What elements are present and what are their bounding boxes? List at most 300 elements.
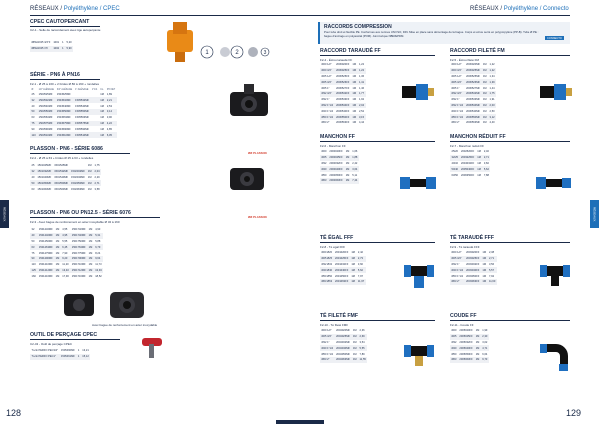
manchon-cell: 1,88 [352,156,358,160]
plasson6086-brand: ØØ PLASSON [248,151,267,155]
outil-cell: 1505460MF [60,349,75,353]
te-egal-cell: 3,60 [357,262,363,266]
plasson6076-cell: 32 [31,228,35,232]
te-egal-cell: 2,73 [356,256,365,262]
taraude-cell: Ø20 3/4" [320,68,335,74]
plasson6086-row [30,186,101,192]
plasson6076-cell: 17,90 [62,274,69,278]
taraude-cell: Ø25 3/4" [320,79,335,85]
pn6-cell: 1504510MF [55,132,73,138]
right-header: RÉSEAUX / Polyéthylène / Connecto [470,6,569,12]
header-section: RÉSEAUX [30,6,59,12]
filete-cell: 1M [482,92,487,96]
te-taraude-cell: 7,92 [488,274,495,278]
plasson6076-cell: 40 [30,233,37,239]
outil-row [30,354,90,360]
plasson6076-cell: 160 [31,274,36,278]
plasson6076-cell: 90 [30,256,37,262]
pn6-cell: 1505540MF [75,104,89,108]
outil-cell: 1 [77,349,80,353]
te-taraude-cell: 2003032FF [466,262,480,266]
plasson6076-cell: 13,94 [95,268,102,272]
filete-cell: 2006563MF [466,121,480,125]
filete-cell: 1,75 [489,92,495,96]
filete-cell: 1,91 [489,98,495,102]
plasson6076-cell: 1501750MF [71,239,86,243]
plasson6086-cell: 40 [31,175,35,179]
plasson6076-cell: 1M [88,251,93,255]
te-taraude-cell: 2,71 [487,256,496,262]
te-egal-cell: 2001032FF [335,262,349,266]
plasson6086-cell: 1501032MF [37,170,52,174]
plasson6086-cell: 1M [87,181,92,185]
pn6-header-cell: 1" ALÉSAGE [75,89,89,92]
te-egal-fitting-illustration [402,262,436,290]
plasson6076-cell: 11,73 [95,263,102,267]
plasson6076-cell: 125 [31,268,36,272]
pn6-cell: 1M [100,98,104,102]
manchon-cell: 1M [345,173,350,177]
cpec-cell: 5,20 [66,41,72,45]
plasson6076-cell: 1M [55,234,60,238]
plasson6076-cell: 1501290MF [38,257,53,261]
pn6-cell: 1504550MF [55,109,73,115]
pn6-cell: 1M [100,104,104,108]
taraude-cell: 3,15 [358,115,365,119]
taraude-ref: F2-4 - Écrou taraudé FF [320,58,353,62]
coude-table [450,328,489,363]
plasson6076-cell: 1501216MF [38,274,53,278]
manchon-cell: Ø25 [321,156,327,160]
manchon-cell: 3,64 [352,167,358,171]
te-taraude-cell: 1M [482,251,486,255]
te-egal-title: TÉ ÉGAL FFF [320,235,435,243]
manchon-reduit-cell: 2,71 [483,156,489,160]
pn6-table [30,89,117,138]
plasson6076-cell: 1M [88,257,93,261]
te-egal-cell: Ø32 Ø32 [321,262,333,266]
plasson6076-cell: 1M [55,251,60,255]
plasson6076-cell: 110 [31,263,36,267]
pn6-cell: 1504540MF [56,104,71,108]
filete-cell: 1M [482,86,487,90]
te-egal-cell: 11,67 [357,280,365,284]
cpec-title: CPEC CAUTOPERCANT [30,19,100,27]
left-header: RÉSEAUX / Polyéthylène / CPEC [30,6,120,12]
filete-cell: 1,39 [489,80,495,84]
plasson6076-cell: 1501240MF [38,234,53,238]
plasson6086-cell: 1501040MF [37,175,52,179]
taraude-cell: 1M [352,86,356,90]
filete-cell: Ø20 1/2" [451,63,462,67]
plasson6076-cell: 1501210MF [38,263,53,267]
te-taraude-cell: 2003020FF [466,251,480,255]
pn6-cell: 1503532MF [37,97,55,103]
plasson6076-cell: 1M [88,274,93,278]
te-taraude-cell: 5,57 [487,267,496,273]
te-egal-cell: 2001020FF [335,251,349,255]
te-egal-cell: Ø25 Ø25 [321,257,333,261]
coude-cell: 2005063FF [459,358,473,362]
right-page [300,0,600,424]
pn6-cell: 1M [100,127,104,131]
plasson6076-illustration [60,288,150,320]
filete-cell: 3,12 [489,115,495,119]
coude-cell: 2005020FF [459,329,473,333]
te-taraude-fitting-illustration [538,262,572,290]
pn6-cell: 1503510MF [37,132,55,138]
plasson6086-cell: 1501540MF [54,175,69,179]
plasson6086-cell: 1M [87,170,92,174]
te-filete-cell: Ø40 1"1/4 [321,346,334,350]
taraude-cell: 1M [352,92,356,96]
te-egal-cell: 1M [351,257,355,261]
plasson6076-cell: 1M [88,245,93,249]
pn6-cell: 1505575MF [75,121,89,125]
te-filete-cell: Ø25 3/4" [320,334,335,340]
pn6-cell: 1504525MF [56,92,71,96]
plasson6086-cell: 1M [87,187,92,191]
coude-cell: 9,73 [482,358,488,362]
pn6-header-cell: PX NET [106,89,116,92]
plasson6076-cell: 13,40 [62,268,69,272]
plasson6086-cell: 1501050MF [37,181,52,185]
plasson6086-cell: 63 [31,187,35,191]
plasson6076-cell: 1501763MF [71,245,86,249]
te-taraude-cell: Ø20 1/2" [451,251,462,255]
te-taraude-row [450,279,497,285]
filete-cell: Ø40 1"1/4 [451,109,464,113]
plasson6076-cell: 1501740MF [71,234,86,238]
coude-title: COUDE FF [450,313,570,321]
cpec-cell: 1001 [53,41,60,45]
plasson6076-cell: 1M [88,263,93,267]
header-sub: Polyéthylène / CPEC [63,6,120,12]
plasson6076-cell: 1501250MF [38,239,53,243]
plasson6086-cell: 25 [31,164,35,168]
taraude-row [320,120,366,126]
plasson6076-cell: 1M [55,245,60,249]
manchon-reduit-cell: 7,88 [483,173,489,177]
taraude-cell: Ø32 3/4" [320,91,335,97]
pn6-cell: 1M [100,133,104,137]
side-tab-label: RÉSEAUX [592,206,597,222]
taraude-cell: 1M [352,69,356,73]
manchon-cell: 1,66 [352,150,358,154]
te-filete-cell: 1M [352,335,357,339]
taraude-cell: 1,22 [358,69,365,73]
manchon-cell: Ø50 [321,173,327,177]
te-taraude-cell: Ø32 1" [451,262,460,266]
plasson6086-cell: 1502032MF [71,170,85,174]
pn6-cell: 63 [31,116,35,120]
filete-cell: Ø32 1"1/4 [451,103,464,107]
cpec-saddle-illustration [165,22,270,64]
te-filete-cell: 2004063MF [336,358,350,362]
te-filete-cell: 5,55 [358,345,367,351]
plasson6076-brand: ØØ PLASSON [248,215,267,219]
plasson6076-cell: 9,20 [61,256,71,262]
coude-cell: 1M [475,352,480,356]
manchon-fitting-illustration [398,174,438,192]
pn6-cell: 1503550MF [37,109,55,115]
drill-tool-illustration [140,336,176,360]
plasson6076-cell: 9,64 [94,256,104,262]
header-rule [30,15,300,16]
pn6-header-cell: Ø [31,89,34,92]
plasson6076-cell: 1501275MF [38,251,53,255]
te-filete-cell: 1M [352,352,357,356]
plasson6076-cell: 63 [30,244,37,250]
pn6-cell: 1505550MF [75,110,89,114]
taraude-cell: 2006540FF [336,109,350,113]
pn6-header-cell: 1/2" ALÉSAGE [38,89,54,92]
pn6-header-cell: 1"1/4 [91,89,98,92]
plasson6086-cell: 32 [31,170,35,174]
manchon-cell: 2000040FF [329,167,343,171]
manchon-cell: 1M [345,161,350,165]
coude-cell: 6,64 [482,352,488,356]
filete-cell: 1M [482,121,487,125]
filete-cell: 2006025MF [466,69,480,73]
coude-ref: F2-11 - Coude FF [450,323,474,327]
plasson6076-cell: 1501775MF [71,251,86,255]
pn6-cell: 1503540MF [38,104,53,108]
filete-cell: 1M [482,74,487,78]
te-filete-cell: Ø20 1/2" [321,329,332,333]
coude-cell: 1M [475,358,480,362]
manchon-cell: Ø63 [321,179,327,183]
pn6-header-cell: 3/4" ALÉSAGE [56,89,73,92]
te-filete-cell: 2,69 [358,334,367,340]
te-taraude-cell: 11,60 [488,280,496,284]
cpec-cell: 1 [62,47,64,51]
te-taraude-cell: 1M [482,274,486,278]
manchon-cell: 5,11 [352,173,358,177]
te-filete-cell: 7,89 [359,352,365,356]
manchon-reduit-cell: 32/25 [451,156,458,160]
taraude-cell: 1,77 [358,92,365,96]
filete-cell: 2006533MF [466,98,480,102]
outil-cell: Ti-clé PERFO PEC3/4" [31,349,58,353]
plasson6086-cell: 1M [87,175,92,179]
right-bottom-bar [300,420,324,424]
left-bottom-bar [276,420,300,424]
filete-cell: Ø25 1" [451,86,460,90]
te-egal-ref: F2-8 - Té égal FFF [320,245,346,249]
te-taraude-cell: 1M [482,257,486,261]
pn6-cell: 1M [100,121,104,125]
manchon-reduit-cell: 2003225FF [461,156,475,160]
right-side-tab[interactable] [590,200,599,228]
manchon-reduit-cell: 2005040FF [461,167,475,171]
filete-cell: 2,03 [489,103,495,107]
side-tab-label: RÉSEAUX [2,206,7,222]
plasson6076-title: PLASSON - PN6 OU PN12.5 - SÉRIE 6076 [30,210,160,218]
te-taraude-cell: 3,56 [488,262,495,266]
svg-text:2: 2 [235,50,239,56]
manchon-cell: Ø40 [321,167,327,171]
pn6-cell: 1505590MF [75,127,89,131]
te-filete-cell: 2004025MF [336,335,350,339]
filete-fitting-illustration [538,82,574,102]
plasson6076-cell: 4,55 [62,228,68,232]
pn6-cell: 6,05 [105,132,116,138]
manchon-reduit-cell: 63/50 [451,173,458,177]
plasson6086-title: PLASSON - PN6 - SÉRIE 6086 [30,146,130,154]
manchon-cell: 1M [345,167,350,171]
te-filete-cell: 3,54 [359,340,365,344]
te-egal-cell: 5,62 [356,267,365,273]
te-taraude-cell: 2,38 [488,251,495,255]
taraude-cell: Ø40 1"1/4 [321,109,334,113]
taraude-title: RACCORD TARAUDÉ FF [320,48,435,56]
pn6-cell: 1503525MF [38,92,53,96]
outil-title: OUTIL DE PERÇAGE CPEC [30,332,120,340]
pn6-cell: 1505532MF [75,98,89,102]
taraude-cell: 1,36 [358,74,365,78]
te-taraude-cell: 2003050FF [466,274,480,278]
pn6-cell: 90 [31,127,35,131]
te-egal-table [320,250,366,285]
manchon-reduit-cell: 3,82 [483,161,489,165]
coude-cell: 1M [475,340,480,344]
pn6-row [30,132,117,138]
taraude-cell: Ø32 1" [321,98,330,102]
taraude-cell: 1M [352,103,356,107]
te-taraude-cell: 2003025FF [466,257,480,261]
te-filete-table [320,328,367,363]
pn6-cell: 1504590MF [56,127,71,131]
filete-title: RACCORD FILETÉ FM [450,48,570,56]
filete-cell: 2006020MF [466,63,480,67]
pn6-cell: 75 [30,121,37,127]
outil-cell: Ti-clé PERFO PEC1" [30,354,59,360]
manchon-row [320,178,359,184]
manchon-title: MANCHON FF [320,134,435,142]
filete-table [450,62,496,126]
taraude-cell: Ø25 1" [321,86,330,90]
plasson6086-cell: 1502050MF [71,181,85,185]
manchon-cell: Ø32 [321,161,327,165]
plasson6076-cell: 1M [55,263,60,267]
taraude-cell: 2006533FF [336,98,350,102]
pn6-cell: 110 [31,133,36,137]
plasson6086-cell: 2,71 [94,181,100,185]
pn6-cell: 1,89 [106,92,112,96]
te-taraude-cell: 2003063FF [466,280,480,284]
te-filete-fitting-illustration [402,342,436,370]
plasson6076-cell: 11,20 [62,263,69,267]
taraude-cell: 4,44 [358,121,365,125]
manchon-reduit-cell: 2,40 [483,150,489,154]
manchon-reduit-cell: 50/40 [451,167,458,171]
plasson6076-cell: 7,90 [62,251,68,255]
plasson6076-cell: 1M [88,239,93,243]
outil-cell: 15,12 [82,355,89,359]
manchon-reduit-table [450,149,490,178]
outil-table [30,348,90,360]
coude-cell: 2,30 [482,335,488,339]
te-filete-cell: 2004032MF [336,340,350,344]
te-filete-cell: 1M [352,329,357,333]
cpec-cell: ØPE32/25 3/4"F [31,41,51,45]
taraude-cell: 1M [352,98,356,102]
plasson6086-cell: 1502040MF [71,175,85,179]
pn6-cell: 2,53 [106,104,112,108]
plasson6076-ref: F2-3 - Avec bague de renforcement en acier inoxydable Ø 32 à 160 [30,220,120,224]
info-box-text: Pour tube droit et flexible PE. Conformes aux normes UNI ISO, DIN. Mise en place sans démontage de la bague. Corps et écrou serré en polypropylène (PP-B). Tube Ø PE : bague d'ancrage en polyacétal (POM). Joint torique NBR/EPDM. [324,30,539,38]
plasson6086-table [30,163,101,192]
taraude-cell: Ø20 1/2" [321,63,332,67]
pn6-cell: 3,90 [106,116,112,120]
plasson6076-row [30,273,103,279]
manchon-cell: 7,44 [352,179,358,183]
te-filete-ref: F2-10 - Té fileté FMF [320,323,349,327]
pn6-cell: 4,22 [105,121,116,127]
manchon-cell: Ø20 [321,150,327,154]
te-taraude-cell: Ø40 1"1/4 [451,268,464,272]
taraude-cell: Ø63 2" [321,121,330,125]
manchon-table [320,149,359,184]
manchon-reduit-cell: 1M [477,161,481,165]
header-sub: Polyéthylène / Connecto [503,6,569,12]
plasson6076-cell: 5,31 [94,233,104,239]
filete-cell: 2006525MF [466,74,480,78]
plasson6076-cell: 1501790MF [71,257,86,261]
pn6-cell: 50 [30,109,37,115]
coude-cell: Ø63 [451,358,457,362]
plasson6086-cell: 2,04 [94,170,100,174]
filete-cell: 1,44 [489,86,495,90]
te-egal-cell: 2001063FF [335,280,349,284]
plasson6076-cell: 5,88 [95,239,101,243]
te-egal-cell: 1M [351,274,355,278]
taraude-cell: 2,52 [358,109,365,113]
left-side-tab[interactable] [0,200,9,228]
plasson6076-cell: 1M [55,274,60,278]
te-taraude-cell: 2003040FF [466,268,480,272]
manchon-reduit-ref: F2-7 - Manchon réduit FF [450,144,485,148]
filete-cell: Ø25 3/4" [450,79,465,85]
te-egal-cell: 2001050FF [335,274,349,278]
manchon-reduit-cell: 2002520FF [461,150,475,154]
taraude-cell: 1M [352,80,356,84]
te-taraude-cell: 1M [482,268,486,272]
coude-cell: 1M [475,346,480,350]
manchon-cell: 1M [345,156,350,160]
cpec-ref: C2-1 - Selle de raccordement avec tige autoperçante [30,28,101,32]
cpec-cell: ØPE32/25 1"F [30,46,52,52]
filete-cell: 2006526MF [466,80,480,84]
plasson6076-cell: 6,45 [61,244,71,250]
coude-cell: 1,99 [482,329,488,333]
pn6-cell: 1503575MF [37,121,55,127]
te-taraude-table [450,250,497,285]
coude-cell: Ø20 [451,329,457,333]
plasson6076-cell: 6,79 [94,244,104,250]
outil-cell: 13,21 [82,349,89,353]
plasson6076-cell: 1M [55,257,60,261]
te-egal-cell: 1M [351,280,355,284]
right-page-number: 129 [566,408,582,418]
outil-cell: 1505461MF [60,355,75,359]
te-egal-cell: 2,42 [357,251,363,255]
coude-cell: 4,71 [482,346,488,350]
header-section: RÉSEAUX [470,6,499,12]
te-filete-cell: 2004020MF [336,329,350,333]
filete-cell: 1M [482,69,487,73]
